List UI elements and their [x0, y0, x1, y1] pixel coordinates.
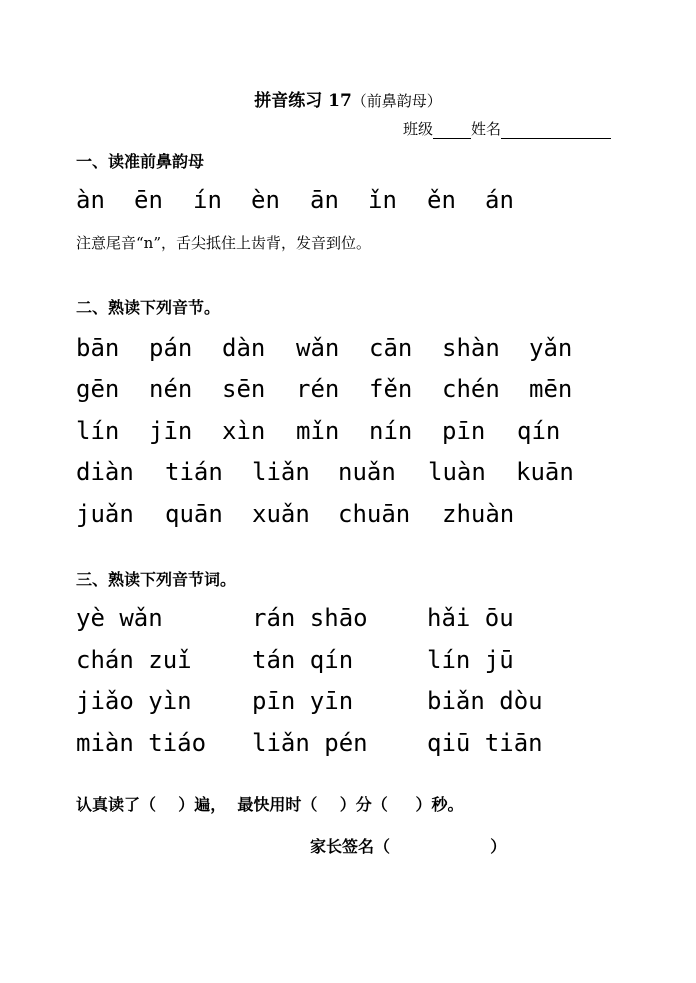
syllable: mǐn: [296, 417, 340, 445]
syllable: juǎn: [76, 500, 134, 528]
syllable: shàn: [442, 334, 500, 362]
word: qiū tiān: [427, 729, 543, 757]
word: yè wǎn: [76, 604, 163, 632]
syllable: ān: [310, 186, 339, 214]
syllable: rén: [296, 375, 340, 403]
parent-signature: 家长签名（ ）: [310, 837, 507, 856]
syllable: nín: [369, 417, 413, 445]
word: miàn tiáo: [76, 729, 207, 757]
reading-record: 认真读了（ ）遍， 最快用时（ ）分（ ）秒。: [76, 795, 464, 814]
syllable: jīn: [149, 417, 193, 445]
class-blank[interactable]: [433, 122, 471, 139]
section3-heading: 三、熟读下列音节词。: [76, 570, 237, 589]
title-main: 拼音练习 17: [254, 91, 352, 111]
syllable: fěn: [369, 375, 413, 403]
syllable: yǎn: [529, 334, 573, 362]
word: biǎn dòu: [427, 687, 543, 715]
word: jiǎo yìn: [76, 687, 192, 715]
syllable: gēn: [76, 375, 120, 403]
syllable: án: [485, 186, 514, 214]
syllable: ēn: [134, 186, 163, 214]
syllable: diàn: [76, 458, 134, 486]
syllable: liǎn: [252, 458, 310, 486]
syllable: luàn: [428, 458, 486, 486]
syllable: pán: [149, 334, 193, 362]
word: tán qín: [252, 646, 354, 674]
syllable: cān: [369, 334, 413, 362]
section2-heading: 二、熟读下列音节。: [76, 298, 221, 317]
syllable: bān: [76, 334, 120, 362]
word: rán shāo: [252, 604, 368, 632]
syllable: xìn: [222, 417, 266, 445]
word: liǎn pén: [252, 729, 368, 757]
syllable: chuān: [338, 500, 411, 528]
page-title: [0, 86, 696, 111]
name-label: 姓名: [471, 120, 502, 138]
syllable: zhuàn: [442, 500, 515, 528]
syllable: ǐn: [368, 186, 397, 214]
syllable: dàn: [222, 334, 266, 362]
title-sub: （前鼻韵母）: [351, 92, 442, 110]
syllable: wǎn: [296, 334, 340, 362]
syllable: èn: [251, 186, 280, 214]
class-label: 班级: [403, 120, 434, 138]
word: lín jū: [427, 646, 514, 674]
section1-note: 注意尾音“n”，舌尖抵住上齿背，发音到位。: [76, 234, 371, 252]
syllable: xuǎn: [252, 500, 310, 528]
word: pīn yīn: [252, 687, 354, 715]
syllable: nuǎn: [338, 458, 396, 486]
syllable: ěn: [427, 186, 456, 214]
syllable: pīn: [442, 417, 486, 445]
syllable: tián: [165, 458, 223, 486]
syllable: quān: [165, 500, 223, 528]
syllable: sēn: [222, 375, 266, 403]
syllable: chén: [442, 375, 500, 403]
word: chán zuǐ: [76, 646, 192, 674]
syllable: ín: [193, 186, 222, 214]
name-blank[interactable]: [501, 122, 611, 139]
word: hǎi ōu: [427, 604, 514, 632]
syllable: nén: [149, 375, 193, 403]
section1-heading: 一、读准前鼻韵母: [76, 152, 205, 171]
class-name-line: [403, 118, 611, 139]
syllable: lín: [76, 417, 120, 445]
syllable: mēn: [529, 375, 573, 403]
syllable: kuān: [516, 458, 574, 486]
syllable: àn: [76, 186, 105, 214]
syllable: qín: [517, 417, 561, 445]
